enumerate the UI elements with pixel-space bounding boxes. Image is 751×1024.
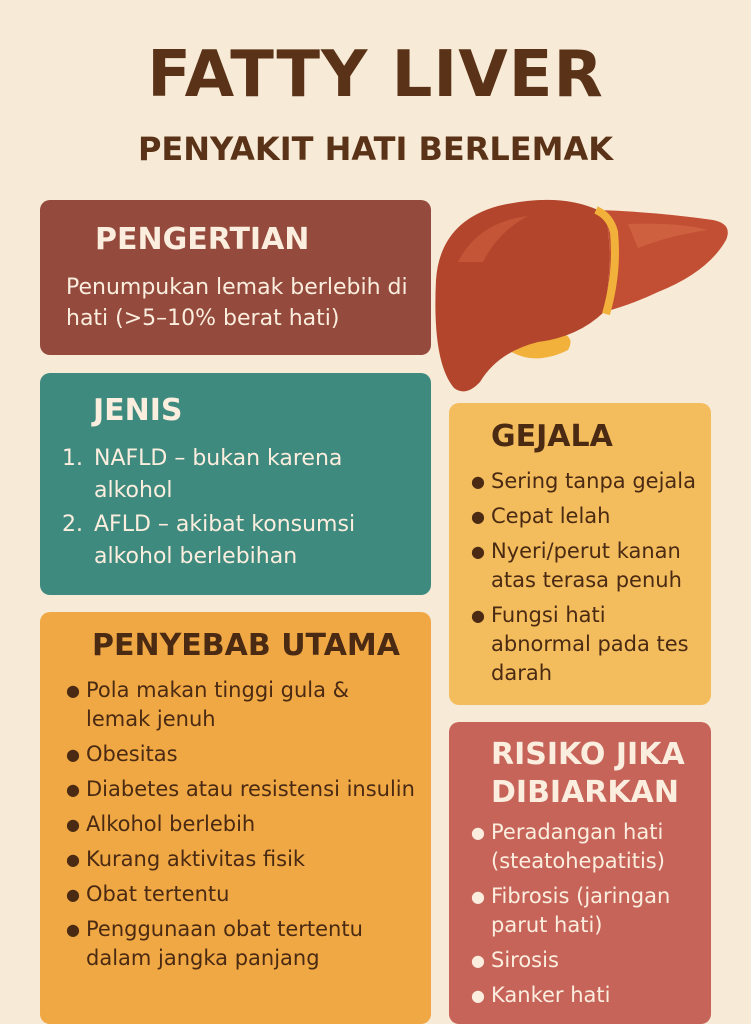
risiko-heading: RISIKO JIKA DIBIARKAN (491, 737, 685, 810)
pengertian-text: Penumpukan lemak berlebih di hati (>5–10% berat hati) (66, 275, 408, 331)
bullet-icon: ● (471, 887, 485, 906)
list-item-text: Kanker hati (491, 983, 611, 1007)
gejala-heading: GEJALA (491, 419, 613, 454)
list-item-text: Kurang aktivitas fisik (86, 847, 306, 871)
list-item-text: Sering tanpa gejala (491, 469, 696, 493)
bullet-icon: ● (471, 606, 485, 625)
card-penyebab-utama (40, 612, 431, 1024)
card-gejala (449, 403, 711, 705)
list-item-text: Peradangan hati (steatohepatitis) (491, 820, 665, 873)
list-item (471, 467, 706, 496)
gejala-list (471, 467, 706, 694)
list-item (471, 502, 706, 531)
bullet-icon: ● (66, 885, 80, 904)
bullet-icon: ● (66, 681, 80, 700)
bullet-icon: ● (471, 986, 485, 1005)
list-item (471, 537, 706, 595)
page-subtitle: PENYAKIT HATI BERLEMAK (137, 130, 614, 168)
list-item (471, 601, 706, 688)
list-item (471, 818, 706, 876)
list-item-text: Cepat lelah (491, 504, 611, 528)
list-item (62, 509, 412, 573)
list-item (66, 676, 416, 734)
list-item-text: Fibrosis (jaringan parut hati) (491, 884, 671, 937)
card-risiko (449, 722, 711, 1024)
bullet-icon: ● (66, 920, 80, 939)
risiko-list (471, 818, 706, 1016)
bullet-icon: ● (471, 823, 485, 842)
list-item-text: Obat tertentu (86, 882, 230, 906)
bullet-icon: ● (471, 507, 485, 526)
bullet-icon: ● (66, 780, 80, 799)
list-item-text: NAFLD – bukan karena alkohol (94, 446, 343, 503)
card-jenis (40, 373, 431, 595)
jenis-heading: JENIS (93, 393, 183, 428)
jenis-list (62, 443, 412, 575)
liver-left-lobe-shape (435, 200, 609, 392)
bullet-icon: ● (471, 472, 485, 491)
list-item (62, 443, 412, 507)
list-item (66, 810, 416, 839)
list-item-text: Nyeri/perut kanan atas terasa penuh (491, 539, 682, 592)
card-pengertian (40, 200, 431, 355)
list-item-text: AFLD – akibat konsumsi alkohol berlebihan (94, 512, 356, 569)
bullet-icon: ● (66, 815, 80, 834)
list-item (471, 946, 706, 975)
list-item (471, 882, 706, 940)
list-item (66, 915, 416, 973)
list-item (66, 845, 416, 874)
list-item (66, 775, 416, 804)
list-item-text: Penggunaan obat tertentu dalam jangka panjang (86, 917, 363, 970)
list-item-text: Diabetes atau resistensi insulin (86, 777, 415, 801)
bullet-icon: ● (471, 951, 485, 970)
list-item (66, 880, 416, 909)
page-title: FATTY LIVER (147, 38, 604, 112)
bullet-icon: ● (66, 745, 80, 764)
liver-illustration (428, 192, 738, 402)
list-item-text: Sirosis (491, 948, 559, 972)
bullet-icon: ● (471, 542, 485, 561)
list-item (66, 740, 416, 769)
pengertian-heading: PENGERTIAN (95, 222, 310, 257)
list-item-number: 2. (62, 512, 83, 537)
penyebab-list (66, 676, 416, 979)
list-item-number: 1. (62, 446, 83, 471)
list-item-text: Pola makan tinggi gula & lemak jenuh (86, 678, 350, 731)
penyebab-heading: PENYEBAB UTAMA (92, 628, 400, 663)
list-item-text: Alkohol berlebih (86, 812, 256, 836)
list-item (471, 981, 706, 1010)
list-item-text: Fungsi hati abnormal pada tes darah (491, 603, 689, 685)
bullet-icon: ● (66, 850, 80, 869)
list-item-text: Obesitas (86, 742, 178, 766)
